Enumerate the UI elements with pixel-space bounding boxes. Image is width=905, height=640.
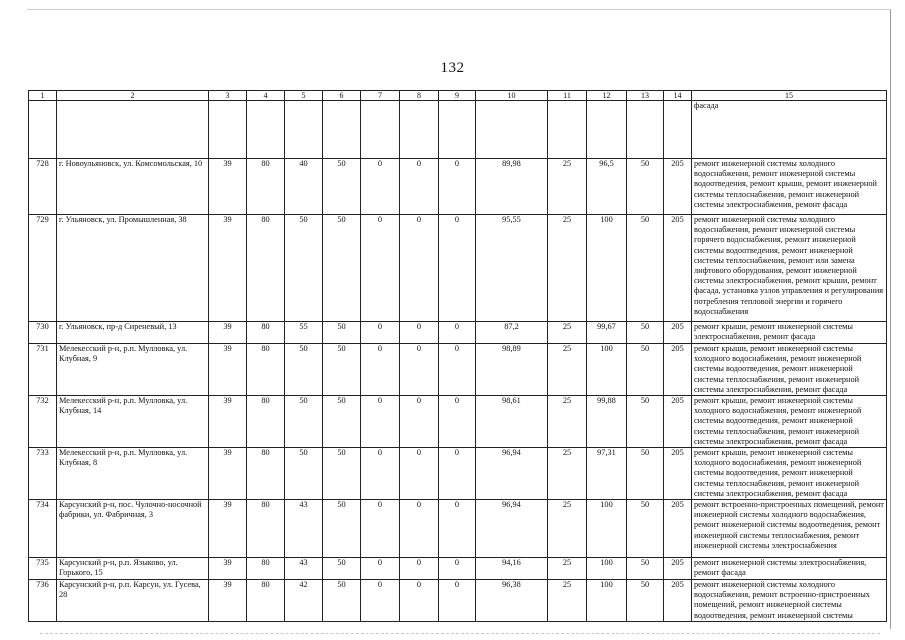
works-cell: ремонт инженерной системы холодного водоснабжения, ремонт встроенно-пристроенных помещений, ремонт инженерной системы водоотведения, ремонт инженерной системы bbox=[692, 580, 887, 622]
cell-c14: 205 bbox=[664, 448, 692, 500]
address-cell: Мелекесский р-н, р.п. Мулловка, ул. Клубная, 8 bbox=[57, 448, 209, 500]
cell-c9: 0 bbox=[439, 558, 476, 580]
cell-c4: 80 bbox=[247, 558, 285, 580]
cell-c14: 205 bbox=[664, 580, 692, 622]
column-number: 3 bbox=[209, 91, 247, 101]
cell-c6: 50 bbox=[323, 500, 361, 558]
column-number: 15 bbox=[692, 91, 887, 101]
row-number: 731 bbox=[29, 344, 57, 396]
cell-c12: 97,31 bbox=[587, 448, 627, 500]
cell-c5: 50 bbox=[285, 344, 323, 396]
column-number: 14 bbox=[664, 91, 692, 101]
cell-c7 bbox=[361, 101, 400, 159]
cell-c9: 0 bbox=[439, 322, 476, 344]
cell-c10: 95,55 bbox=[476, 215, 548, 322]
row-number: 730 bbox=[29, 322, 57, 344]
column-number: 6 bbox=[323, 91, 361, 101]
table-row bbox=[29, 396, 887, 448]
cell-c11: 25 bbox=[548, 159, 587, 215]
cell-c5: 42 bbox=[285, 580, 323, 622]
address-cell: Мелекесский р-н, р.п. Мулловка, ул. Клубная, 9 bbox=[57, 344, 209, 396]
cell-c11: 25 bbox=[548, 580, 587, 622]
cell-c6: 50 bbox=[323, 580, 361, 622]
cell-c8: 0 bbox=[400, 558, 439, 580]
cell-c4: 80 bbox=[247, 322, 285, 344]
cell-c14: 205 bbox=[664, 396, 692, 448]
cell-c7: 0 bbox=[361, 396, 400, 448]
cell-c6: 50 bbox=[323, 448, 361, 500]
cell-c8: 0 bbox=[400, 396, 439, 448]
row-number: 729 bbox=[29, 215, 57, 322]
row-number: 736 bbox=[29, 580, 57, 622]
cell-c6: 50 bbox=[323, 558, 361, 580]
cell-c6 bbox=[323, 101, 361, 159]
cell-c3 bbox=[209, 101, 247, 159]
address-cell: г. Ульяновск, пр-д Сиреневый, 13 bbox=[57, 322, 209, 344]
cell-c11: 25 bbox=[548, 344, 587, 396]
cell-c5: 43 bbox=[285, 500, 323, 558]
cell-c10 bbox=[476, 101, 548, 159]
cell-c6: 50 bbox=[323, 159, 361, 215]
register-table bbox=[28, 90, 887, 622]
works-cell: ремонт инженерной системы холодного водоснабжения, ремонт инженерной системы горячего водоснабжения, ремонт инженерной системы водоотведения, ремонт инженерной системы теплоснабжения, ремонт или замена лифтового оборудования, ремонт инженерной системы электроснабжения, ремонт крыши, ремонт фасада, установка узлов управления и регулирования потребления тепловой энергии и горячего водоснабжения bbox=[692, 215, 887, 322]
cell-c3: 39 bbox=[209, 159, 247, 215]
cell-c12: 100 bbox=[587, 215, 627, 322]
works-cell: ремонт инженерной системы электроснабжения, ремонт фасада bbox=[692, 558, 887, 580]
cell-c4: 80 bbox=[247, 159, 285, 215]
cell-c13 bbox=[627, 101, 664, 159]
row-number: 728 bbox=[29, 159, 57, 215]
cell-c7: 0 bbox=[361, 159, 400, 215]
address-cell: г. Ульяновск, ул. Промышленная, 38 bbox=[57, 215, 209, 322]
cell-c8: 0 bbox=[400, 215, 439, 322]
cell-c4 bbox=[247, 101, 285, 159]
table-row bbox=[29, 215, 887, 322]
cell-c14: 205 bbox=[664, 159, 692, 215]
cell-c9: 0 bbox=[439, 215, 476, 322]
cell-c6: 50 bbox=[323, 344, 361, 396]
cell-c6: 50 bbox=[323, 396, 361, 448]
cell-c13: 50 bbox=[627, 558, 664, 580]
address-cell: Карсунский р-н, пос. Чулочно-носочной фабрики, ул. Фабричная, 3 bbox=[57, 500, 209, 558]
column-number-row bbox=[29, 91, 887, 101]
cell-c12: 99,67 bbox=[587, 322, 627, 344]
cell-c8: 0 bbox=[400, 500, 439, 558]
table-row bbox=[29, 101, 887, 159]
cell-c14: 205 bbox=[664, 558, 692, 580]
cell-c12: 100 bbox=[587, 580, 627, 622]
column-number: 4 bbox=[247, 91, 285, 101]
cell-c12 bbox=[587, 101, 627, 159]
cell-c3: 39 bbox=[209, 558, 247, 580]
cell-c13: 50 bbox=[627, 580, 664, 622]
cell-c9: 0 bbox=[439, 500, 476, 558]
column-number: 1 bbox=[29, 91, 57, 101]
row-number: 733 bbox=[29, 448, 57, 500]
cell-c13: 50 bbox=[627, 322, 664, 344]
cell-c3: 39 bbox=[209, 215, 247, 322]
works-cell: ремонт крыши, ремонт инженерной системы холодного водоснабжения, ремонт инженерной системы водоотведения, ремонт инженерной системы теплоснабжения, ремонт инженерной системы электроснабжения, ремонт фасада bbox=[692, 344, 887, 396]
cell-c11: 25 bbox=[548, 322, 587, 344]
cell-c8: 0 bbox=[400, 322, 439, 344]
cell-c8: 0 bbox=[400, 159, 439, 215]
cell-c10: 89,98 bbox=[476, 159, 548, 215]
works-cell: ремонт крыши, ремонт инженерной системы холодного водоснабжения, ремонт инженерной системы водоотведения, ремонт инженерной системы теплоснабжения, ремонт инженерной системы электроснабжения, ремонт фасада bbox=[692, 448, 887, 500]
works-cell: ремонт инженерной системы холодного водоснабжения, ремонт инженерной системы водоотведения, ремонт крыши, ремонт инженерной системы теплоснабжения, ремонт инженерной системы электроснабжения, ремонт фасада bbox=[692, 159, 887, 215]
cell-c12: 96,5 bbox=[587, 159, 627, 215]
column-number: 13 bbox=[627, 91, 664, 101]
cell-c13: 50 bbox=[627, 396, 664, 448]
table-row bbox=[29, 159, 887, 215]
cell-c7: 0 bbox=[361, 322, 400, 344]
address-cell: г. Новоульяновск, ул. Комсомольская, 10 bbox=[57, 159, 209, 215]
cell-c11: 25 bbox=[548, 215, 587, 322]
table-row bbox=[29, 580, 887, 622]
cell-c10: 96,94 bbox=[476, 500, 548, 558]
cell-c7: 0 bbox=[361, 558, 400, 580]
cell-c10: 98,89 bbox=[476, 344, 548, 396]
cell-c9 bbox=[439, 101, 476, 159]
cell-c3: 39 bbox=[209, 322, 247, 344]
row-number: 735 bbox=[29, 558, 57, 580]
cell-c13: 50 bbox=[627, 448, 664, 500]
cell-c12: 100 bbox=[587, 558, 627, 580]
cell-c3: 39 bbox=[209, 580, 247, 622]
cell-c10: 94,16 bbox=[476, 558, 548, 580]
cell-c4: 80 bbox=[247, 215, 285, 322]
cell-c5: 43 bbox=[285, 558, 323, 580]
cell-c12: 100 bbox=[587, 344, 627, 396]
column-number: 9 bbox=[439, 91, 476, 101]
cell-c3: 39 bbox=[209, 448, 247, 500]
cell-c14: 205 bbox=[664, 344, 692, 396]
cell-c3: 39 bbox=[209, 396, 247, 448]
cell-c9: 0 bbox=[439, 580, 476, 622]
cell-c10: 96,38 bbox=[476, 580, 548, 622]
cell-c11: 25 bbox=[548, 396, 587, 448]
cell-c5: 50 bbox=[285, 215, 323, 322]
cell-c13: 50 bbox=[627, 344, 664, 396]
cell-c7: 0 bbox=[361, 215, 400, 322]
cell-c7: 0 bbox=[361, 580, 400, 622]
cell-c9: 0 bbox=[439, 159, 476, 215]
cell-c7: 0 bbox=[361, 344, 400, 396]
cell-c8: 0 bbox=[400, 344, 439, 396]
address-cell: Мелекесский р-н, р.п. Мулловка, ул. Клубная, 14 bbox=[57, 396, 209, 448]
works-cell: ремонт встроенно-пристроенных помещений, ремонт инженерной системы холодного водоснабжения, ремонт инженерной системы водоотведения, ремонт инженерной системы теплоснабжения, ремонт инженерной системы электроснабжения bbox=[692, 500, 887, 558]
cell-c12: 99,88 bbox=[587, 396, 627, 448]
cell-c13: 50 bbox=[627, 215, 664, 322]
cell-c11: 25 bbox=[548, 500, 587, 558]
cell-c3: 39 bbox=[209, 344, 247, 396]
cell-c11: 25 bbox=[548, 558, 587, 580]
cell-c10: 98,61 bbox=[476, 396, 548, 448]
works-cell: фасада bbox=[692, 101, 887, 159]
table-row bbox=[29, 500, 887, 558]
cell-c4: 80 bbox=[247, 448, 285, 500]
cell-c13: 50 bbox=[627, 159, 664, 215]
cell-c3: 39 bbox=[209, 500, 247, 558]
cell-c5: 40 bbox=[285, 159, 323, 215]
table-row bbox=[29, 558, 887, 580]
column-number: 2 bbox=[57, 91, 209, 101]
cell-c8 bbox=[400, 101, 439, 159]
column-number: 12 bbox=[587, 91, 627, 101]
cell-c14: 205 bbox=[664, 500, 692, 558]
cell-c4: 80 bbox=[247, 396, 285, 448]
cell-c6: 50 bbox=[323, 215, 361, 322]
cell-c9: 0 bbox=[439, 448, 476, 500]
cell-c14: 205 bbox=[664, 322, 692, 344]
column-number: 11 bbox=[548, 91, 587, 101]
cell-c4: 80 bbox=[247, 580, 285, 622]
row-number: 734 bbox=[29, 500, 57, 558]
cell-c4: 80 bbox=[247, 500, 285, 558]
works-cell: ремонт крыши, ремонт инженерной системы электроснабжения, ремонт фасада bbox=[692, 322, 887, 344]
table-row bbox=[29, 344, 887, 396]
cell-c8: 0 bbox=[400, 580, 439, 622]
cell-c5: 50 bbox=[285, 396, 323, 448]
cell-c14 bbox=[664, 101, 692, 159]
page-bottom-edge bbox=[40, 633, 880, 635]
row-number bbox=[29, 101, 57, 159]
column-number: 5 bbox=[285, 91, 323, 101]
column-number: 7 bbox=[361, 91, 400, 101]
page-number: 132 bbox=[440, 60, 465, 76]
cell-c10: 87,2 bbox=[476, 322, 548, 344]
cell-c11 bbox=[548, 101, 587, 159]
cell-c11: 25 bbox=[548, 448, 587, 500]
row-number: 732 bbox=[29, 396, 57, 448]
cell-c14: 205 bbox=[664, 215, 692, 322]
cell-c9: 0 bbox=[439, 344, 476, 396]
cell-c8: 0 bbox=[400, 448, 439, 500]
cell-c9: 0 bbox=[439, 396, 476, 448]
cell-c13: 50 bbox=[627, 500, 664, 558]
cell-c10: 96,94 bbox=[476, 448, 548, 500]
address-cell: Карсунский р-н, р.п. Карсун, ул. Гусева, 28 bbox=[57, 580, 209, 622]
cell-c5 bbox=[285, 101, 323, 159]
column-number: 8 bbox=[400, 91, 439, 101]
column-number: 10 bbox=[476, 91, 548, 101]
cell-c7: 0 bbox=[361, 448, 400, 500]
table-row bbox=[29, 448, 887, 500]
table-row bbox=[29, 322, 887, 344]
works-cell: ремонт крыши, ремонт инженерной системы холодного водоснабжения, ремонт инженерной системы водоотведения, ремонт инженерной системы теплоснабжения, ремонт инженерной системы электроснабжения, ремонт фасада bbox=[692, 396, 887, 448]
cell-c4: 80 bbox=[247, 344, 285, 396]
cell-c5: 50 bbox=[285, 448, 323, 500]
address-cell bbox=[57, 101, 209, 159]
cell-c6: 50 bbox=[323, 322, 361, 344]
cell-c7: 0 bbox=[361, 500, 400, 558]
cell-c12: 100 bbox=[587, 500, 627, 558]
address-cell: Карсунский р-н, р.п. Языково, ул. Горького, 15 bbox=[57, 558, 209, 580]
cell-c5: 55 bbox=[285, 322, 323, 344]
